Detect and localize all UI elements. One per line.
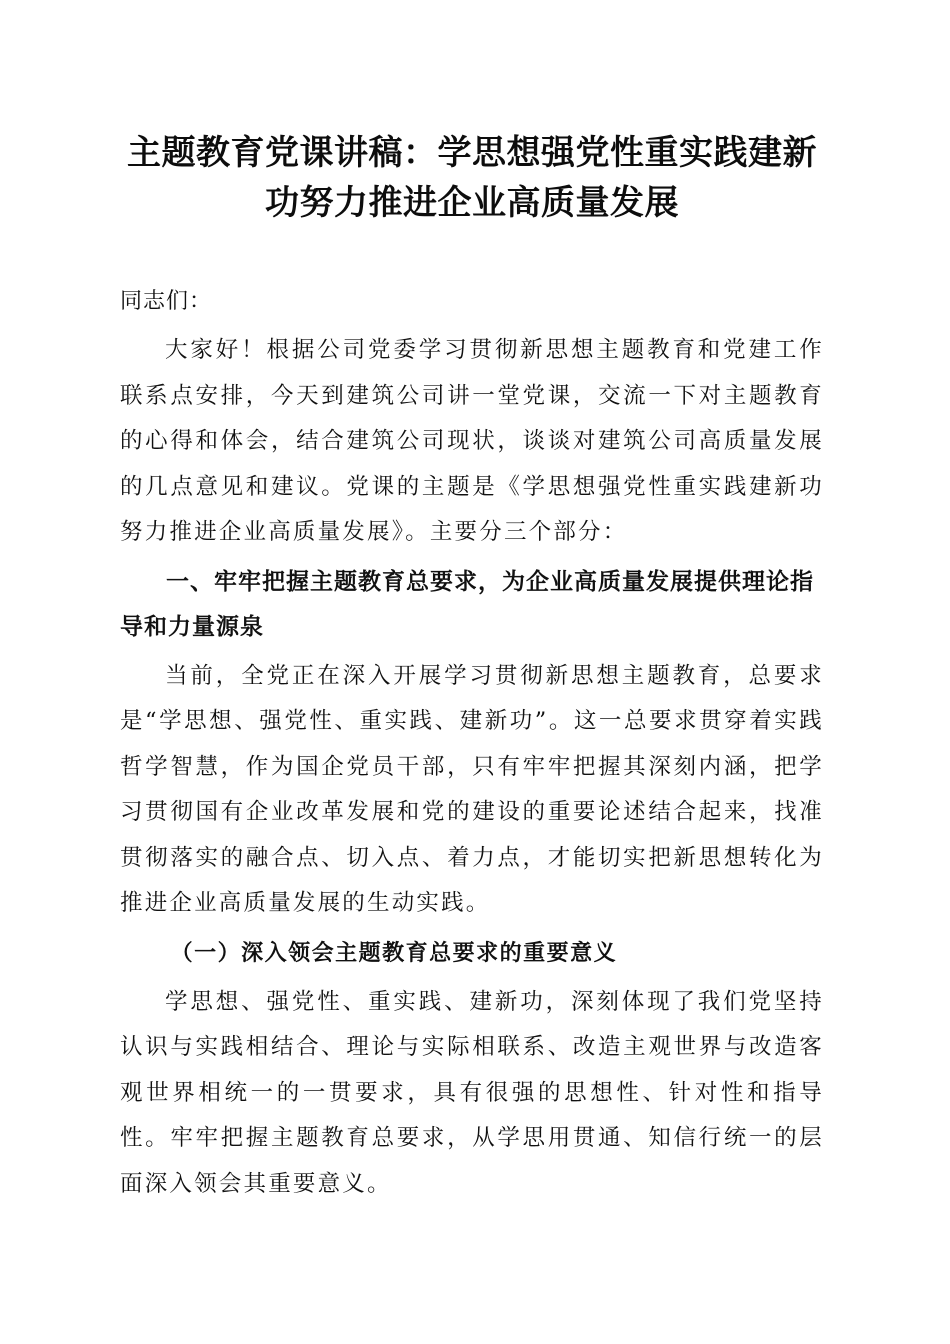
intro-paragraph: 大家好！根据公司党委学习贯彻新思想主题教育和党建工作联系点安排，今天到建筑公司讲一堂党课，交流一下对主题教育的心得和体会，结合建筑公司现状，谈谈对建筑公司高质量发展的几点意见和建议。党课的主题是《学思想强党性重实践建新功努力推进企业高质量发展》。主要分三个部分： <box>120 337 824 545</box>
salutation: 同志们： <box>120 289 213 314</box>
subsection-1-paragraph: 学思想、强党性、重实践、建新功，深刻体现了我们党坚持认识与实践相结合、理论与实际相联系、改造主观世界与改造客观世界相统一的一贯要求，具有很强的思想性、针对性和指导性。牢牢把握主题教育总要求，从学思用贯通、知信行统一的层面深入领会其重要意义。 <box>120 988 824 1197</box>
section-1-paragraph: 当前，全党正在深入开展学习贯彻新思想主题教育，总要求是“学思想、强党性、重实践、建新功”。这一总要求贯穿着实践哲学智慧，作为国企党员干部，只有牢牢把握其深刻内涵，把学习贯彻国有企业改革发展和党的建设的重要论述结合起来，找准贯彻落实的融合点、切入点、着力点，才能切实把新思想转化为推进企业高质量发展的生动实践。 <box>120 662 824 916</box>
document-title: 主题教育党课讲稿：学思想强党性重实践建新功努力推进企业高质量发展 <box>127 133 817 223</box>
section-1-heading: 一、牢牢把握主题教育总要求，为企业高质量发展提供理论指导和力量源泉 <box>120 568 814 640</box>
document-page <box>120 128 824 1207</box>
subsection-1-heading: （一）深入领会主题教育总要求的重要意义 <box>170 939 618 966</box>
